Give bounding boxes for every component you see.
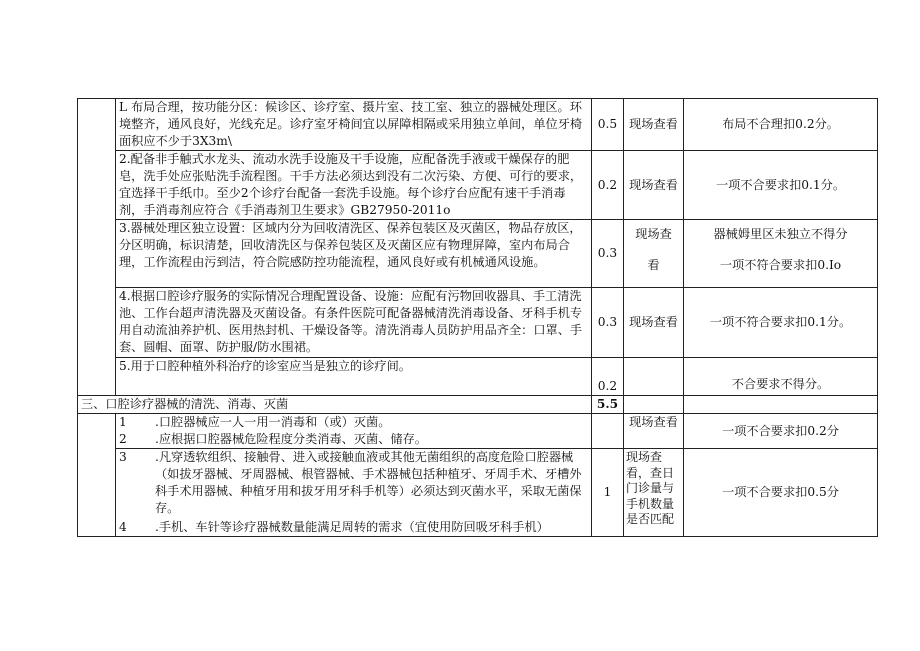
- method-cell: 现场查看，查日门诊量与手机数量是否匹配: [624, 449, 684, 537]
- method-cell: 现场查看: [624, 414, 684, 449]
- item-number: 4: [119, 520, 127, 534]
- item-number: 1: [119, 415, 127, 429]
- list-item: [119, 519, 588, 536]
- score-cell: 0.5: [592, 99, 624, 151]
- rule-line: 一项不符合要求扣0.Io: [719, 258, 842, 272]
- rule-cell: 一项不合要求扣0.1分。: [684, 151, 878, 220]
- item-text: .凡穿透软组织、接触骨、进入或接触血液或其他无菌组织的高度危险口腔器械（如拔牙器械、牙周器械、根管器械、手术器械包括种植牙、牙周手术、牙槽外科手术用器械、种植牙用和拔牙用牙科手机等）必须达到灭菌水平，采取无菌保存。: [155, 450, 582, 515]
- list-item: [119, 449, 588, 517]
- blank-cell: [78, 414, 116, 537]
- blank-cell: [78, 99, 116, 396]
- blank-cell: [624, 396, 684, 414]
- list-item: [119, 431, 588, 448]
- item-text: .口腔器械应一人一用一消毒和（或）灭菌。: [155, 415, 391, 429]
- score-cell: 0.2: [592, 151, 624, 220]
- section-row: [78, 396, 878, 414]
- method-line: 看: [647, 258, 660, 272]
- item-content: L 布局合理，按功能分区：候诊区、诊疗室、摄片室、技工室、独立的器械处理区。环境整齐，通风良好，光线充足。诊疗室牙椅间宜以屏障相隔或采用独立单间，单位牙椅面积应不少于3X3m\: [116, 99, 592, 151]
- list-item: [119, 414, 588, 431]
- rule-cell: 一项不符合要求扣0.1分。: [684, 288, 878, 358]
- rule-cell: 不合要求不得分。: [684, 358, 878, 396]
- table-row: [78, 358, 878, 396]
- table-row: [78, 220, 878, 288]
- method-cell: 现场查看: [624, 151, 684, 220]
- item-content: 2.配备非手触式水龙头、流动水洗手设施及干手设施，应配备洗手液或干燥保存的肥皂，洗手处应张贴洗手流程图。干手方法必须达到没有二次污染、方便、可行的要求，宜选择干手纸巾。至少2个诊疗台配备一套洗手设施。每个诊疗台应配有速干手消毒剂，手消毒剂应符合《手消毒剂卫生要求》GB27950-2011o: [116, 151, 592, 220]
- item-content: 4.根据口腔诊疗服务的实际情况合理配置设备、设施：应配有污物回收器具、手工清洗池、工作台超声清洗器及灭菌设备。有条件医院可配备器械清洗消毒设备、牙科手机专用自动流油养护机、医用热封机、干燥设备等。清洗消毒人员防护用品齐全：口罩、手套、圆帽、面罩、防护服/防水围裙。: [116, 288, 592, 358]
- table-row: [78, 288, 878, 358]
- score-cell: 0.2: [592, 358, 624, 396]
- item-content: 5.用于口腔种植外科治疗的诊室应当是独立的诊疗间。: [116, 358, 592, 396]
- item-text: .手机、车针等诊疗器械数量能满足周转的需求（宜使用防回吸牙科手机）: [155, 520, 549, 534]
- table-row: [78, 449, 878, 537]
- item-content: 3.器械处理区独立设置：区域内分为回收清洗区、保养包装区及灭菌区，物品存放区，分区明确，标识清楚，回收清洗区与保养包装区及灭菌区应有物理屏障，室内布局合理，工作流程由污到洁，符合院感防控功能流程，通风良好或有机械通风设施。: [116, 220, 592, 288]
- rule-line: 器械姆里区未独立不得分: [713, 227, 848, 241]
- method-line: 现场查: [635, 227, 672, 241]
- rule-cell: 布局不合理扣0.2分。: [684, 99, 878, 151]
- item-number: 2: [119, 432, 127, 446]
- section-score: 5.5: [592, 396, 624, 414]
- item-number: 3: [119, 450, 127, 464]
- method-cell: [624, 220, 684, 288]
- item-content: [116, 449, 592, 537]
- score-cell: 0.3: [592, 288, 624, 358]
- section-title: 三、口腔诊疗器械的清洗、消毒、灭菌: [78, 396, 592, 414]
- table-row: [78, 414, 878, 449]
- rule-cell: 一项不合要求扣0.5分: [684, 449, 878, 537]
- score-cell: 0.3: [592, 220, 624, 288]
- rule-cell: [684, 220, 878, 288]
- table-row: [78, 99, 878, 151]
- score-cell: 1: [592, 449, 624, 537]
- item-text: .应根据口腔器械危险程度分类消毒、灭菌、储存。: [155, 432, 427, 446]
- table-row: [78, 151, 878, 220]
- method-cell: [624, 358, 684, 396]
- blank-cell: [684, 396, 878, 414]
- item-content: [116, 414, 592, 449]
- method-cell: 现场查看: [624, 99, 684, 151]
- rule-cell: 一项不合要求扣0.2分: [684, 414, 878, 449]
- score-cell: [592, 414, 624, 449]
- method-cell: 现场查看: [624, 288, 684, 358]
- inspection-table: [77, 98, 878, 537]
